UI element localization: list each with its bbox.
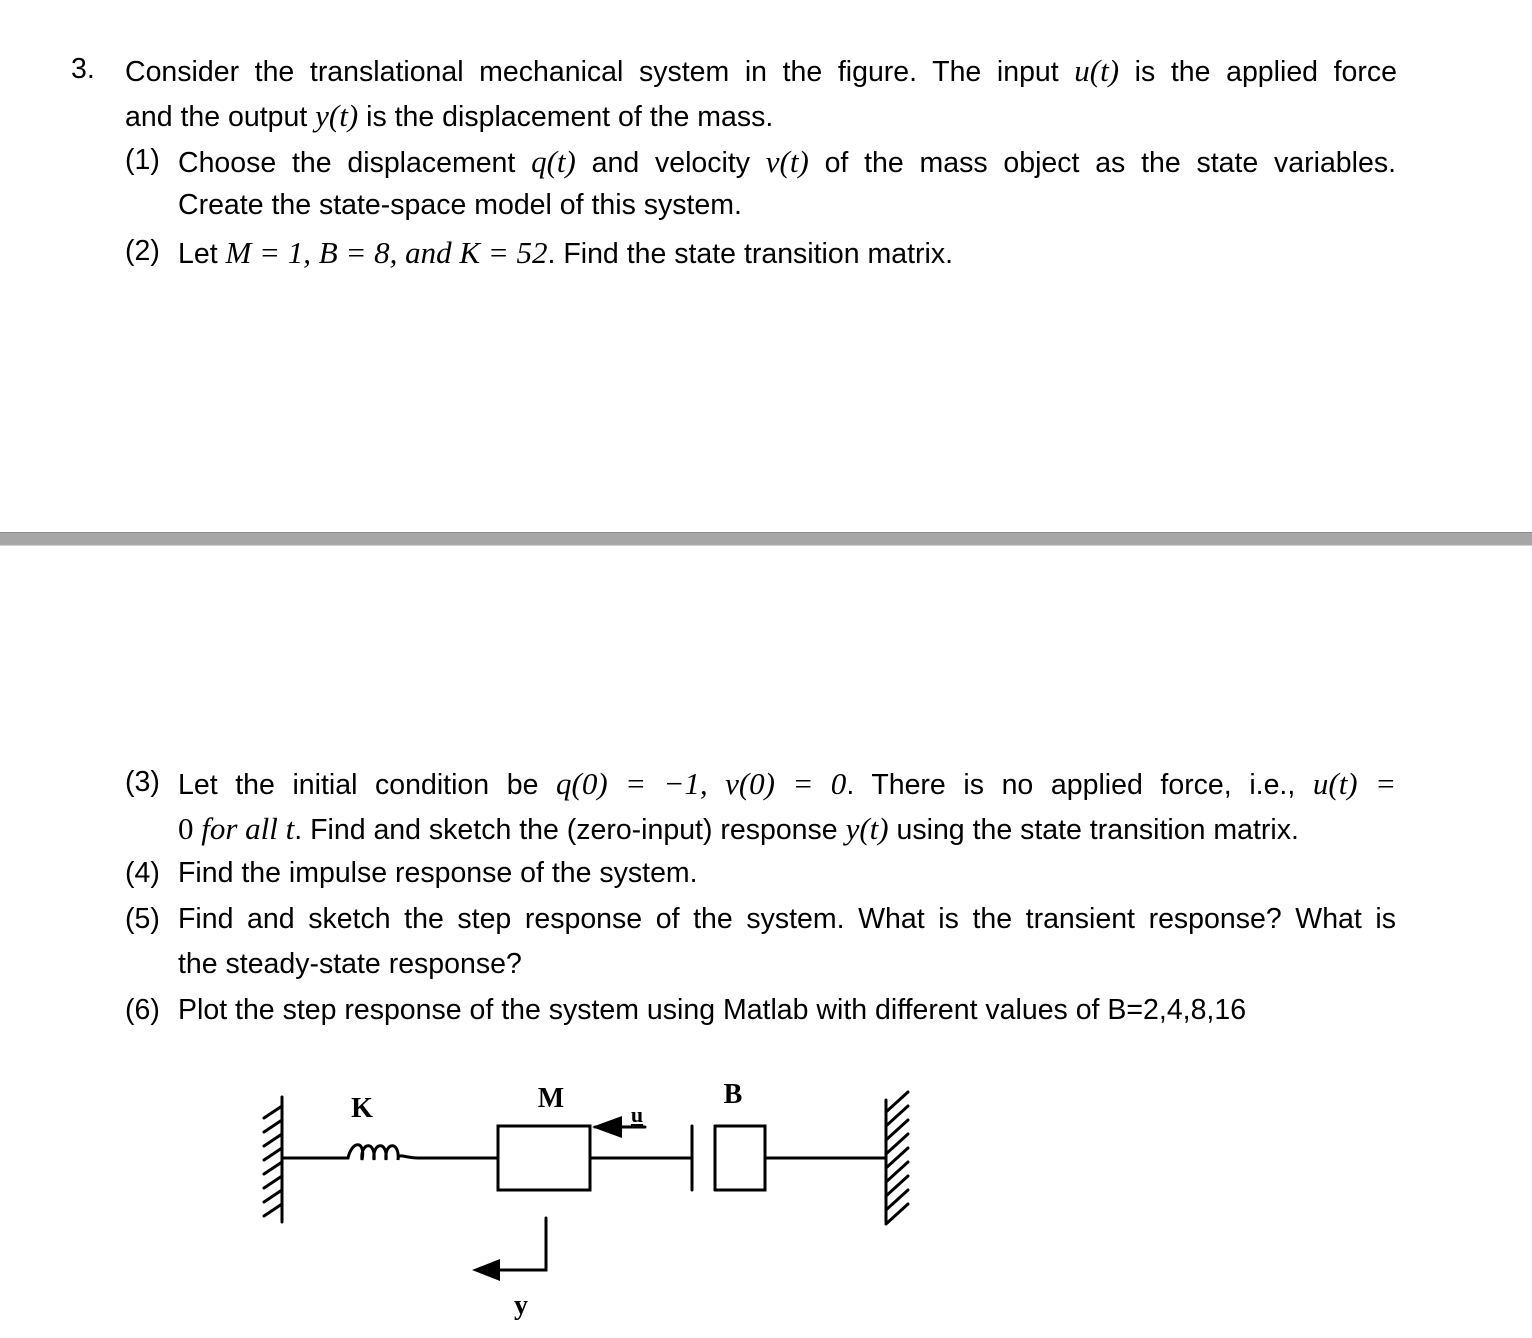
math-y-t-2: y(t)	[845, 811, 889, 846]
part6-label: (6)	[125, 994, 160, 1026]
math-q-t: q(t)	[531, 144, 576, 179]
part6-line: Plot the step response of the system using Matlab with different values of B=2,4,8,16	[178, 994, 1247, 1026]
math-initial-condition: q(0) = −1, v(0) = 0	[556, 766, 847, 801]
problem-intro-line2: and the output y(t) is the displacement of the mass.	[125, 98, 774, 133]
mechanical-system-figure	[240, 1070, 940, 1330]
part1-line1: Choose the displacement q(t) and velocity v(t) of the mass object as the state variables.	[178, 144, 1397, 179]
left-wall	[264, 1097, 282, 1222]
label-b: B	[723, 1079, 743, 1110]
damper	[692, 1126, 886, 1190]
math-for-all-t: for all t	[201, 811, 295, 846]
label-m: M	[537, 1083, 565, 1114]
part5-line2: the steady-state response?	[178, 948, 522, 980]
label-k: K	[351, 1093, 373, 1124]
part3-line1: Let the initial condition be q(0) = −1, v(0) = 0. There is no applied force, i.e., u(t) =	[178, 766, 1396, 801]
part1-line2: Create the state-space model of this system.	[178, 189, 742, 221]
label-u: u	[630, 1102, 644, 1127]
math-v-t: v(t)	[765, 144, 809, 179]
problem-intro-line1: Consider the translational mechanical system in the figure. The input u(t) is the applied force	[125, 53, 1397, 88]
part2-line: Let M = 1, B = 8, and K = 52. Find the state transition matrix.	[178, 235, 953, 270]
part4-line: Find the impulse response of the system.	[178, 857, 698, 889]
page-divider	[0, 532, 1532, 546]
math-params: M = 1, B = 8, and K = 52	[225, 235, 548, 270]
mass-block	[498, 1126, 590, 1190]
problem-number: 3.	[71, 53, 95, 85]
part1-label: (1)	[125, 144, 160, 176]
part3-line2: 0 for all t. Find and sketch the (zero-input) response y(t) using the state transition matrix.	[178, 811, 1299, 846]
label-y: y	[514, 1290, 528, 1321]
math-u-equals: u(t) =	[1312, 766, 1396, 801]
part5-line1: Find and sketch the step response of the system. What is the transient response? What is	[178, 903, 1396, 935]
math-u-t: u(t)	[1074, 53, 1120, 88]
part4-label: (4)	[125, 857, 160, 889]
part3-label: (3)	[125, 766, 160, 798]
spring	[282, 1145, 498, 1160]
part5-label: (5)	[125, 903, 160, 935]
right-wall	[886, 1092, 908, 1224]
math-y-t: y(t)	[315, 98, 359, 133]
part2-label: (2)	[125, 235, 160, 267]
